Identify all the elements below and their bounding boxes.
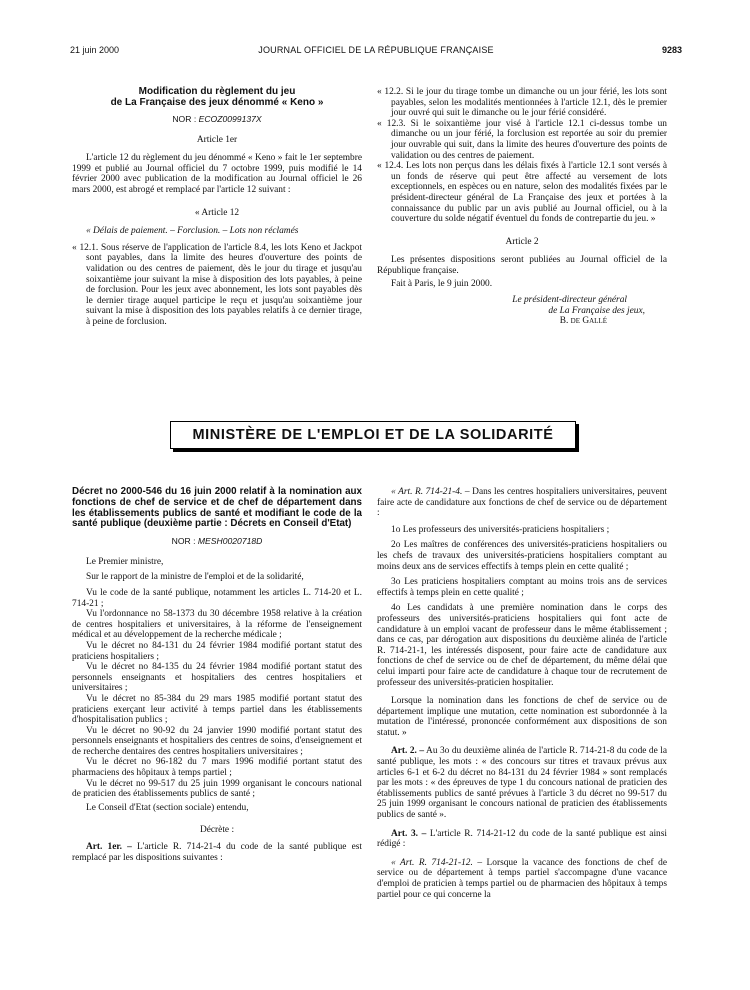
keno-title-line2: de La Française des jeux dénommé « Keno »: [110, 97, 324, 108]
keno-title-line1: Modification du règlement du jeu: [138, 86, 296, 97]
decret-lorsque: Lorsque la nomination dans les fonctions de chef de service ou de département implique une mutation, cette nomination est subordonnée à la mutation de l'intéressé, prononcée conformément aux dispositions de son statut. »: [377, 696, 667, 738]
keno-article12-heading: « Article 12: [194, 207, 240, 218]
keno-nor-label: NOR :: [172, 114, 197, 124]
decret-article-2: [377, 746, 667, 820]
header-page-number: 9283: [661, 45, 682, 55]
keno-done-at: Fait à Paris, le 9 juin 2000.: [391, 278, 493, 289]
keno-signatory-name: B. de Gallé: [559, 316, 607, 327]
decret-r714-21-4-label: « Art. R. 714-21-4.: [391, 487, 463, 497]
keno-nor-code: ECOZ0099137X: [198, 114, 262, 124]
decret-nor: [72, 536, 362, 547]
keno-article2-text: Les présentes dispositions seront publiées au Journal officiel de la République française.: [377, 255, 667, 276]
decret-art1-label: Art. 1er. –: [86, 842, 132, 853]
keno-article1-text: L'article 12 du règlement du jeu dénommé « Keno » fait le 1er septembre 1999 et publié au Journal officiel du 7 octobre 1999, puis modifié le 14 février 2000 avec publication de la modification au Journal officiel le 26 mars 2000, est abrogé et remplacé par l'article 12 suivant :: [72, 153, 362, 195]
decret-rapport: Sur le rapport de la ministre de l'emploi et de la solidarité,: [86, 572, 304, 583]
decret-r714-21-4-text: – Dans les centres hospitaliers universitaires, peuvent faire acte de candidature aux fonctions de chef de service ou de département :: [377, 487, 668, 519]
decret-r714-21-12-label: « Art. R. 714-21-12.: [391, 857, 473, 868]
decret-decrete: Décrète :: [199, 825, 235, 836]
decret-item-4: 4o Les candidats à une première nomination dans le corps des professeurs des universités-praticiens hospitaliers qui font acte de candidature à un emploi vacant de professeur dans le même établissement ; dans ce cas, par dérogation aux dispositions du deuxième alinéa de l'article R. 714-21-1, les intéressés disposent, pour faire acte de candidature aux fonctions de chef de service ou de chef de département, du même délai que celui imparti pour faire acte de candidature à chaque tour de recrutement de professeur des universités-praticien hospitalier.: [377, 603, 667, 688]
running-header: [70, 45, 682, 59]
decret-vu-8: Vu le décret no 99-517 du 25 juin 1999 organisant le concours national de praticien des établissements publics de santé ;: [72, 778, 362, 800]
decret-art3-label: Art. 3. –: [391, 828, 427, 839]
decret-vu-1: Vu le code de la santé publique, notamment les articles L. 714-20 et L. 714-21 ;: [72, 587, 362, 609]
keno-article12-subtitle: « Délais de paiement. – Forclusion. – Lots non réclamés: [86, 226, 299, 237]
keno-column-left: [72, 86, 362, 328]
header-journal-title: JOURNAL OFFICIEL DE LA RÉPUBLIQUE FRANÇAISE: [258, 45, 494, 55]
decret-vu-6: Vu le décret no 90-92 du 24 janvier 1990 modifié portant statut des personnels enseignants et hospitaliers des centres de soins, d'enseignement et de recherche dentaires des centres hospitaliers universitaires ;: [72, 725, 362, 757]
decret-column-left: [72, 487, 362, 863]
decret-vu-3: Vu le décret no 84-131 du 24 février 1984 modifié portant statut des praticiens hospitaliers ;: [72, 640, 362, 662]
decret-art1-text: L'article R. 714-21-4 du code de la santé publique est remplacé par les dispositions suivantes :: [72, 842, 363, 863]
decret-item-3: 3o Les praticiens hospitaliers comptant au moins trois ans de services effectifs à temps plein en cette qualité ;: [377, 577, 667, 598]
decret-art2-label: Art. 2. –: [391, 746, 425, 757]
decret-vu-4: Vu le décret no 84-135 du 24 février 1984 modifié portant statut des personnels enseignants et hospitaliers des centres hospitaliers et universitaires ;: [72, 662, 362, 694]
decret-vu-5: Vu le décret no 85-384 du 29 mars 1985 modifié portant statut des praticiens exerçant leur activité à temps partiel dans les établissements d'hospitalisation publics ;: [72, 693, 362, 726]
keno-nor: [72, 114, 362, 125]
keno-signatory-title1: Le président-directeur général: [512, 295, 627, 306]
keno-para-12-4: « 12.4. Les lots non perçus dans les délais fixés à l'article 12.1 sont versés à un fonds de réserve qui peut être affecté au versement de lots exceptionnels, en espèces ou en nature, selon des modalités fixées par le président-directeur général de La Française des jeux et portées à la connaissance du public par un avis publié au Journal officiel, ou à la couverture du solde négatif éventuel du fonds de contrepartie du jeu. »: [377, 161, 667, 225]
keno-column-right: [377, 87, 667, 327]
decret-title: Décret no 2000-546 du 16 juin 2000 relatif à la nomination aux fonctions de chef de service et de chef de département dans les établissements publics de santé et modifiant le code de la santé publique (deuxième partie : Décrets en Conseil d'Etat): [72, 486, 362, 530]
decret-art3-text: L'article R. 714-21-12 du code de la santé publique est ainsi rédigé :: [377, 828, 667, 850]
keno-signatory-title2: de La Française des jeux,: [548, 305, 645, 316]
decret-conseil-etat: Le Conseil d'Etat (section sociale) entendu,: [86, 802, 249, 813]
keno-article2-heading: Article 2: [505, 236, 539, 247]
header-date: 21 juin 2000: [70, 45, 120, 55]
decret-nor-code: MESH0020718D: [197, 536, 263, 547]
decret-article-1: [72, 842, 362, 863]
decret-r714-21-4: [377, 487, 667, 519]
decret-art2-text: Au 3o du deuxième alinéa de l'article R. 714-21-8 du code de la santé publique, les mots : « des concours sur titres et travaux prévus aux articles 6-1 et 6-2 du décret no 84-131 du 24 février 1984 » sont remplacés par les mots : « des épreuves de type 1 du concours national de praticien des établissements publics de santé prévues à l'article 3 du décret no 99-517 du 25 juin 1999 organisant le concours national de praticien des établissements publics de santé ».: [377, 746, 668, 821]
ministry-heading: MINISTÈRE DE L'EMPLOI ET DE LA SOLIDARITÉ: [170, 421, 576, 449]
keno-para-12-2: « 12.2. Si le jour du tirage tombe un dimanche ou un jour férié, les lots sont payables, selon les modalités mentionnées à l'article 12.1, dès le premier jour ouvré qui suit le dimanche ou le jour férié considéré.: [377, 87, 667, 119]
keno-article1-heading: Article 1er: [196, 134, 238, 145]
keno-para-12-1: « 12.1. Sous réserve de l'application de l'article 8.4, les lots Keno et Jackpot sont payables, dans la limite des heures d'ouverture des points de validation ou des centres de paiement, dès le jour du tirage et jusqu'au soixantième jour suivant la mise à disposition des lots payables, à peine de forclusion. Pour les jeux avec abonnement, les lots sont payables dès le dernier tirage auquel participe le reçu et jusqu'au soixantième jour suivant la mise à disposition des lots payables relatifs à ce dernier tirage, à peine de forclusion.: [72, 242, 362, 327]
decret-nor-label: NOR :: [171, 536, 196, 547]
decret-article-3: [377, 829, 667, 850]
decret-r714-21-12-text: – Lorsque la vacance des fonctions de chef de service ou de département à temps partiel s'accompagne d'une vacance d'emploi de praticien à temps partiel ou de pharmacien des hôpitaux à temps partiel pour ce qui concerne la: [377, 857, 668, 900]
decret-column-right: [377, 487, 667, 900]
decret-premier-ministre: Le Premier ministre,: [86, 556, 164, 567]
decret-vu-2: Vu l'ordonnance no 58-1373 du 30 décembre 1958 relative à la création de centres hospitaliers et universitaires, à la réforme de l'enseignement médical et au développement de la recherche médicale ;: [72, 609, 362, 641]
decret-r714-21-12: [377, 858, 667, 900]
decret-item-1: 1o Les professeurs des universités-praticiens hospitaliers ;: [391, 524, 610, 535]
decret-item-2: 2o Les maîtres de conférences des universités-praticiens hospitaliers ou les chefs de travaux des universités-praticiens hospitaliers comptant au moins deux ans de services effectifs à temps plein en cette qualité ;: [377, 540, 667, 572]
decret-vu-7: Vu le décret no 96-182 du 7 mars 1996 modifié portant statut des pharmaciens des hôpitaux à temps partiel ;: [72, 757, 362, 779]
keno-para-12-3: « 12.3. Si le soixantième jour visé à l'article 12.1 ci-dessus tombe un dimanche ou un jour férié, la forclusion est reportée au soir du premier jour ouvrable qui suit, dans la limite des heures d'ouverture des points de validation ou des centres de paiement.: [377, 118, 667, 161]
